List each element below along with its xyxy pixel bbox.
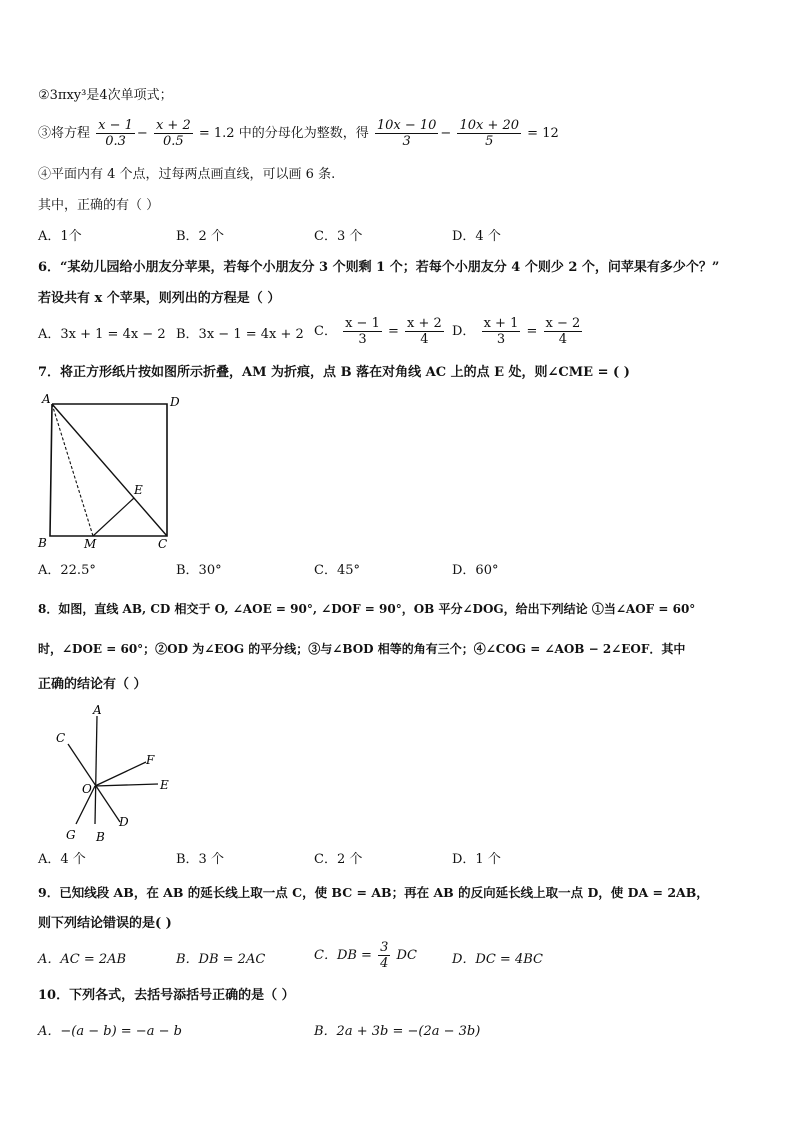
ray-of [95,762,146,786]
label-c: C [56,731,66,745]
q8-option-a[interactable]: A．4 个 [38,852,86,867]
q9-stem-line2: 则下列结论错误的是( ) [38,916,172,931]
label-o: O [82,782,92,796]
fraction: $\frac{x - 1}{3}$ [345,316,380,347]
fraction: $\frac{x - 2}{4}$ [545,316,581,347]
line-ab [95,716,97,824]
label-b: B [96,830,105,842]
q7-option-c[interactable]: C．45° [314,563,360,578]
q8-option-b[interactable]: B．3 个 [176,852,224,867]
q5-option-c[interactable]: C．3 个 [314,229,363,244]
label-d: D [170,395,180,409]
q7-square-fold-figure [36,390,186,552]
q7-stem: 7．将正方形纸片按如图所示折叠，AM 为折痕，点 B 落在对角线 AC 上的点 E 处，则∠CME = ( ) [38,365,630,380]
q10-option-b[interactable]: B．2a + 3b = −(2a − 3b) [314,1024,481,1039]
q7-option-b[interactable]: B．30° [176,563,222,578]
q8-option-c[interactable]: C．2 个 [314,852,363,867]
q5-option-b[interactable]: B．2 个 [176,229,224,244]
q7-option-a[interactable]: A．22.5° [38,563,96,578]
fraction: $\frac{x + 2}{0.5}$ [155,118,191,149]
q6-option-d[interactable]: D． $\frac{x + 1}{3}$ = $\frac{x - 2}{4}$ [452,316,581,347]
fraction: $\frac{x + 2}{4}$ [407,316,442,347]
q8-angle-figure [50,700,180,842]
segment-me [93,498,134,536]
q5-option-a[interactable]: A．1个 [38,229,82,244]
line-cd [68,744,120,822]
label-d: D [119,815,129,829]
q5-item-2: ②3πxy³是4次单项式； [38,88,173,103]
label-a: A [42,392,51,406]
diagonal-ac [52,404,167,536]
q6-option-c[interactable]: C． $\frac{x - 1}{3}$ = $\frac{x + 2}{4}$ [314,316,442,347]
q5-item-3: ③将方程 $\frac{x - 1}{0.3}$ − $\frac{x + 2}{0.5}$ = 1.2 中的分母化为整数，得 $\frac{10x - 10}{3}$ − $\frac{10x + 20}{5}$ = 12 [38,118,559,149]
q6-stem-line2: 若设共有 x 个苹果，则列出的方程是（ ） [38,291,281,306]
fraction: $\frac{x + 1}{3}$ [483,316,519,347]
q5-item-4: ④平面内有 4 个点，过每两点画直线，可以画 6 条. [38,167,336,182]
q9-option-b[interactable]: B．DB = 2AC [176,952,266,967]
q9-option-a[interactable]: A．AC = 2AB [38,952,127,967]
label-e: E [134,483,143,497]
q9-option-d[interactable]: D．DC = 4BC [452,952,543,967]
fraction: $\frac{x - 1}{0.3}$ [98,118,133,149]
label-m: M [84,537,97,551]
q8-stem-line2: 时，∠DOE = 60°；②OD 为∠EOG 的平分线；③与∠BOD 相等的角有三个；④∠COG = ∠AOB − 2∠EOF．其中 [38,642,686,656]
q6-option-b[interactable]: B．3x − 1 = 4x + 2 [176,327,304,342]
q6-option-a[interactable]: A．3x + 1 = 4x − 2 [38,327,166,342]
ray-oe [95,784,158,786]
q9-stem-line1: 9．已知线段 AB，在 AB 的延长线上取一点 C，使 BC = AB；再在 AB 的反向延长线上取一点 D，使 DA = 2AB， [38,885,709,900]
q5-option-d[interactable]: D．4 个 [452,229,501,244]
q6-stem-line1: 6．“某幼儿园给小朋友分苹果，若每个小朋友分 3 个则剩 1 个；若每个小朋友分 4 个则少 2 个，问苹果有多少个？” [38,260,720,275]
fraction: $\frac{10x + 20}{5}$ [459,118,520,149]
q10-option-a[interactable]: A．−(a − b) = −a − b [38,1024,182,1039]
label-e: E [160,778,169,792]
label-a: A [93,703,102,717]
label-f: F [146,753,155,767]
q8-stem-line1: 8．如图，直线 AB, CD 相交于 O, ∠AOE = 90°, ∠DOF = 90°，OB 平分∠DOG，给出下列结论 ①当∠AOF = 60° [38,602,696,616]
label-c: C [158,537,168,551]
q9-option-c[interactable]: C．DB = $\frac{3}{4}$ DC [314,940,417,971]
fraction: $\frac{3}{4}$ [380,940,389,971]
q10-stem: 10．下列各式，去括号添括号正确的是（ ） [38,988,295,1003]
q8-option-d[interactable]: D．1 个 [452,852,501,867]
q5-stem: 其中，正确的有（ ） [38,198,160,213]
label-g: G [66,828,76,842]
fraction: $\frac{10x - 10}{3}$ [376,118,437,149]
fold-line-am [52,404,93,536]
q7-option-d[interactable]: D．60° [452,563,499,578]
label-b: B [38,536,47,550]
q8-stem-line3: 正确的结论有（ ） [38,677,147,692]
